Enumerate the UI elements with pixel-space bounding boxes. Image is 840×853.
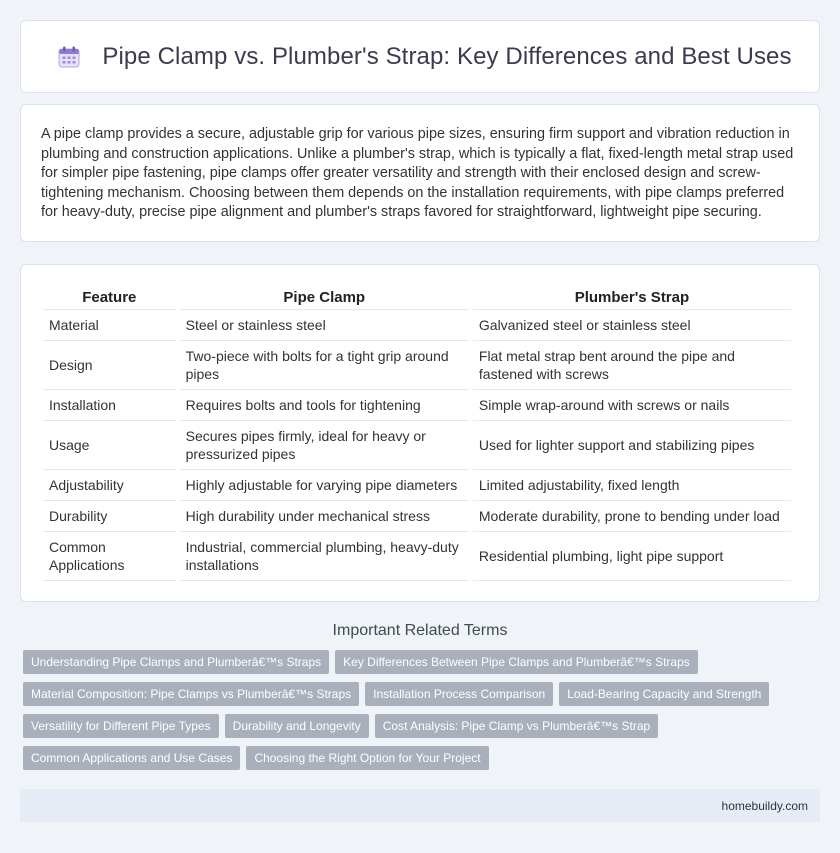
cell-pipe-clamp: High durability under mechanical stress [180,501,469,532]
related-terms-title: Important Related Terms [332,622,508,639]
header-plumbers-strap: Plumber's Strap [473,285,791,310]
header-feature: Feature [43,285,176,310]
cell-feature: Installation [43,390,176,421]
cell-plumbers-strap: Simple wrap-around with screws or nails [473,390,791,421]
cell-feature: Design [43,341,176,390]
header-pipe-clamp: Pipe Clamp [180,285,469,310]
related-terms-section [20,622,820,770]
cell-feature: Durability [43,501,176,532]
cell-plumbers-strap: Galvanized steel or stainless steel [473,310,791,341]
table-row [43,501,791,532]
table-row [43,421,791,470]
cell-feature: Common Applications [43,532,176,581]
cell-pipe-clamp: Highly adjustable for varying pipe diameters [180,470,469,501]
related-tag[interactable]: Common Applications and Use Cases [23,746,240,770]
cell-feature: Usage [43,421,176,470]
table-row [43,310,791,341]
cell-pipe-clamp: Industrial, commercial plumbing, heavy-duty installations [180,532,469,581]
related-tag[interactable]: Versatility for Different Pipe Types [23,714,219,738]
related-tag[interactable]: Understanding Pipe Clamps and Plumberâ€™s Straps [23,650,329,674]
comparison-table [39,285,795,581]
footer-site[interactable]: homebuildy.com [721,798,808,813]
cell-pipe-clamp: Secures pipes firmly, ideal for heavy or pressurized pipes [180,421,469,470]
related-tag[interactable]: Cost Analysis: Pipe Clamp vs Plumberâ€™s Strap [375,714,658,738]
table-row [43,390,791,421]
cell-feature: Adjustability [43,470,176,501]
related-tags [20,650,820,770]
cell-plumbers-strap: Residential plumbing, light pipe support [473,532,791,581]
cell-plumbers-strap: Flat metal strap bent around the pipe and fastened with screws [473,341,791,390]
intro-paragraph: A pipe clamp provides a secure, adjustable grip for various pipe sizes, ensuring firm support and vibration reduction in plumbing and construction applications. Unlike a plumber's strap, which is typically a flat, fixed-length metal strap used for simpler pipe fastening, pipe clamps offer greater versatility and strength with their enclosed design and screw-tightening mechanism. Choosing between them depends on the installation requirements, with pipe clamps preferred for heavy-duty, precise pipe alignment and plumber's straps favored for straightforward, lightweight pipe securing. [41,126,794,221]
related-tag[interactable]: Installation Process Comparison [365,682,553,706]
intro-card [20,104,820,242]
cell-pipe-clamp: Two-piece with bolts for a tight grip around pipes [180,341,469,390]
table-header-row [43,285,791,310]
cell-pipe-clamp: Requires bolts and tools for tightening [180,390,469,421]
cell-pipe-clamp: Steel or stainless steel [180,310,469,341]
table-row [43,470,791,501]
related-tag[interactable]: Choosing the Right Option for Your Project [246,746,488,770]
cell-feature: Material [43,310,176,341]
cell-plumbers-strap: Used for lighter support and stabilizing pipes [473,421,791,470]
page-title: Pipe Clamp vs. Plumber's Strap: Key Differences and Best Uses [102,42,792,70]
header-card [20,20,820,93]
cell-plumbers-strap: Limited adjustability, fixed length [473,470,791,501]
table-row [43,341,791,390]
footer [20,789,820,822]
related-tag[interactable]: Durability and Longevity [225,714,369,738]
title-wrap [56,43,791,71]
related-tag[interactable]: Key Differences Between Pipe Clamps and Plumberâ€™s Straps [335,650,698,674]
cell-plumbers-strap: Moderate durability, prone to bending under load [473,501,791,532]
related-tag[interactable]: Material Composition: Pipe Clamps vs Plumberâ€™s Straps [23,682,359,706]
related-tag[interactable]: Load-Bearing Capacity and Strength [559,682,769,706]
calendar-icon [56,44,82,70]
table-row [43,532,791,581]
comparison-table-card [20,264,820,602]
